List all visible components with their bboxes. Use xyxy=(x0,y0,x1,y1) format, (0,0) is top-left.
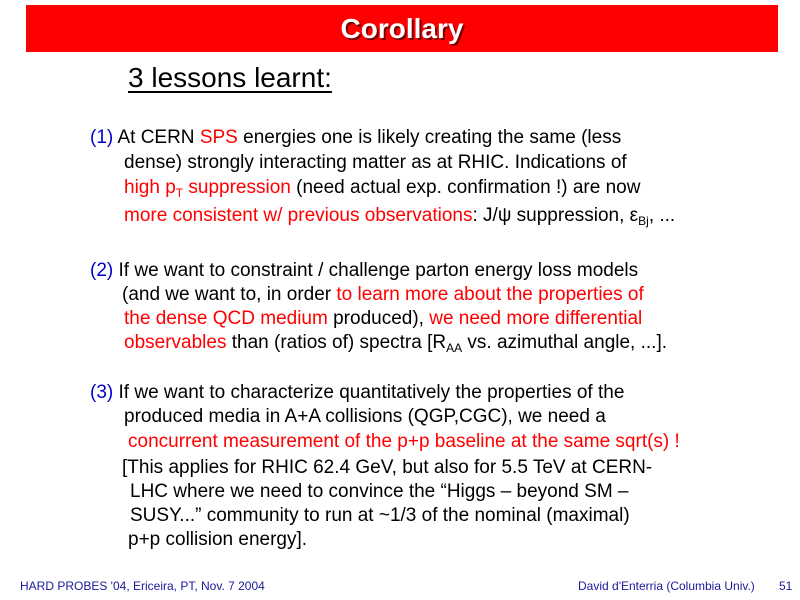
text-segment: (need actual exp. confirmation !) are now xyxy=(290,177,641,198)
text-segment: to learn more about the properties of xyxy=(336,284,644,305)
text-segment: more consistent w/ previous observations xyxy=(124,205,473,226)
line-l11 xyxy=(128,430,680,454)
text-segment: If we want to constraint / challenge parton energy loss models xyxy=(113,260,639,281)
text-segment: (2) xyxy=(90,260,114,281)
line-l1 xyxy=(90,126,621,150)
line-l2 xyxy=(124,151,627,175)
text-segment: p+p collision energy]. xyxy=(128,529,308,550)
text-segment: Bj xyxy=(638,214,649,228)
title-bar xyxy=(26,5,778,52)
line-l13 xyxy=(130,480,629,504)
text-segment: At CERN xyxy=(113,127,200,148)
line-l5 xyxy=(90,259,638,283)
text-segment: LHC where we need to convince the “Higgs – beyond SM – xyxy=(130,481,629,502)
text-segment: we need more differential xyxy=(429,308,643,329)
line-l8 xyxy=(124,331,667,360)
text-segment: If we want to characterize quantitatively the properties of the xyxy=(113,382,625,403)
footer-author: David d'Enterria (Columbia Univ.) xyxy=(578,579,755,593)
footer-conference: HARD PROBES '04, Ericeira, PT, Nov. 7 2004 xyxy=(20,579,265,593)
text-segment: high p xyxy=(124,177,176,198)
text-segment: [This applies for RHIC 62.4 GeV, but also for 5.5 TeV at CERN- xyxy=(122,457,653,478)
text-segment: T xyxy=(175,186,184,200)
text-segment: than (ratios of) spectra [R xyxy=(226,332,447,353)
line-l15 xyxy=(128,528,307,552)
text-segment: concurrent measurement of the p+p baseline at the same sqrt(s) ! xyxy=(128,431,680,452)
slide-title: Corollary xyxy=(340,12,464,44)
text-segment: AA xyxy=(446,341,463,355)
line-l7 xyxy=(124,307,642,331)
text-segment: the dense QCD medium xyxy=(124,308,328,329)
text-segment: : J/ψ suppression, ε xyxy=(472,205,639,226)
text-segment: SPS xyxy=(199,127,238,148)
text-segment: energies one is likely creating the same (less xyxy=(237,127,622,148)
text-segment: vs. azimuthal angle, ...]. xyxy=(462,332,667,353)
footer-page-number: 51 xyxy=(779,579,793,593)
line-l12 xyxy=(122,456,652,480)
text-segment: (3) xyxy=(90,382,114,403)
slide-subtitle: 3 lessons learnt: xyxy=(128,62,332,93)
text-segment: observables xyxy=(124,332,227,353)
line-l10 xyxy=(124,405,606,429)
line-l3 xyxy=(124,176,640,205)
text-segment: , ... xyxy=(648,205,676,226)
text-segment: (and we want to, in order xyxy=(122,284,337,305)
line-l4 xyxy=(124,204,675,233)
line-l9 xyxy=(90,381,624,405)
text-segment: (1) xyxy=(90,127,114,148)
line-l6 xyxy=(122,283,644,307)
text-segment: SUSY...” community to run at ~1/3 of the nominal (maximal) xyxy=(130,505,630,526)
line-l14 xyxy=(130,504,630,528)
text-segment: produced), xyxy=(327,308,430,329)
text-segment: suppression xyxy=(183,177,291,198)
text-segment: produced media in A+A collisions (QGP,CGC), we need a xyxy=(124,406,606,427)
text-segment: dense) strongly interacting matter as at RHIC. Indications of xyxy=(124,152,627,173)
